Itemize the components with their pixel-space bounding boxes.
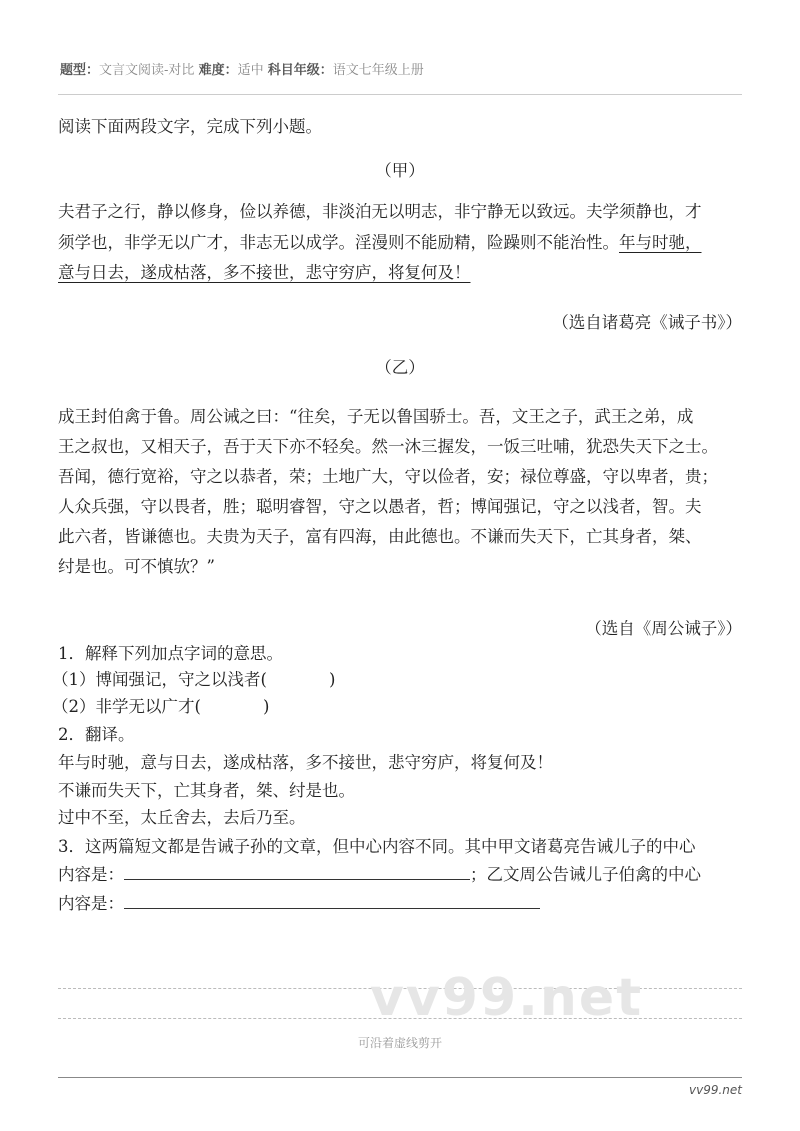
passage-b-line: 人众兵强，守以畏者，胜；聪明睿智，守之以愚者，哲；博闻强记，守之以浅者，智。夫 (58, 497, 702, 516)
subject-label: 科目年级： (267, 63, 333, 78)
passage-a-source: （选自诸葛亮《诫子书》） (552, 313, 742, 332)
question-1-1 (52, 669, 335, 690)
close-paren: ) (262, 697, 270, 716)
question-3-line (58, 864, 701, 885)
question-1: 1．解释下列加点字词的意思。 (58, 644, 283, 663)
passage-a-line: 夫君子之行，静以修身，俭以养德，非淡泊无以明志，非宁静无以致远。夫学须静也，才 (58, 202, 702, 221)
passage-b-title: （乙） (375, 358, 425, 377)
passage-b-line: 纣是也。可不慎欤？” (58, 557, 215, 576)
translate-line: 年与时驰，意与日去，遂成枯落，多不接世，悲守穷庐，将复何及！ (58, 753, 553, 772)
question-2: 2．翻译。 (58, 725, 135, 744)
q3-prefix: 内容是： (58, 894, 124, 913)
footer-site: vv99.net (689, 1083, 742, 1097)
subject-value: 语文七年级上册 (332, 63, 424, 78)
translate-line: 过中不至，太丘舍去，去后乃至。 (58, 808, 306, 827)
close-paren: ) (328, 670, 336, 689)
q1-2-text: （2）非学无以广才( (52, 697, 201, 716)
watermark: vv99.net (370, 968, 644, 1028)
type-value: 文言文阅读-对比 (99, 63, 195, 78)
q1-1-text: （1）博闻强记，守之以浅者( (52, 670, 267, 689)
answer-line[interactable] (124, 894, 540, 909)
question-3: 3．这两篇短文都是告诫子孙的文章，但中心内容不同。其中甲文诸葛亮告诫儿子的中心 (58, 837, 696, 856)
header-divider (58, 94, 742, 95)
passage-b-source: （选自《周公诫子》） (585, 619, 742, 638)
answer-line[interactable] (124, 865, 470, 880)
difficulty-value: 适中 (237, 63, 264, 78)
passage-a-text: 须学也，非学无以广才，非志无以成学。淫漫则不能励精，险躁则不能治性。 (58, 233, 619, 252)
passage-b-line: 成王封伯禽于鲁。周公诫之曰：“往矣，子无以鲁国骄士。吾，文王之子，武王之弟，成 (58, 407, 694, 426)
passage-b-line: 此六者，皆谦德也。夫贵为天子，富有四海，由此德也。不谦而失天下，亡其身者，桀、 (58, 527, 702, 546)
question-meta (60, 62, 424, 80)
underlined-text: 年与时驰， (619, 233, 702, 252)
intro: 阅读下面两段文字，完成下列小题。 (58, 117, 322, 136)
passage-a-line (58, 232, 702, 253)
difficulty-label: 难度： (198, 63, 238, 78)
underlined-text: 意与日去，遂成枯落，多不接世，悲守穷庐，将复何及！ (58, 263, 471, 282)
cut-line (58, 1018, 742, 1019)
type-label: 题型： (60, 63, 100, 78)
passage-b-line: 吾闻，德行宽裕，守之以恭者，荣；土地广大，守以俭者，安；禄位尊盛，守以卑者，贵； (58, 467, 718, 486)
question-1-2 (52, 696, 269, 717)
question-3-line (58, 893, 540, 914)
q3-mid: ；乙文周公告诫儿子伯禽的中心 (470, 865, 701, 884)
cut-hint: 可沿着虚线剪开 (357, 1036, 442, 1050)
translate-line: 不谦而失天下，亡其身者，桀、纣是也。 (58, 781, 355, 800)
passage-b-line: 王之叔也，又相天子，吾于天下亦不轻矣。然一沐三握发，一饭三吐哺，犹恐失天下之士。 (58, 437, 718, 456)
footer-divider (58, 1077, 742, 1078)
passage-a-title: （甲） (375, 161, 425, 180)
q3-prefix: 内容是： (58, 865, 124, 884)
